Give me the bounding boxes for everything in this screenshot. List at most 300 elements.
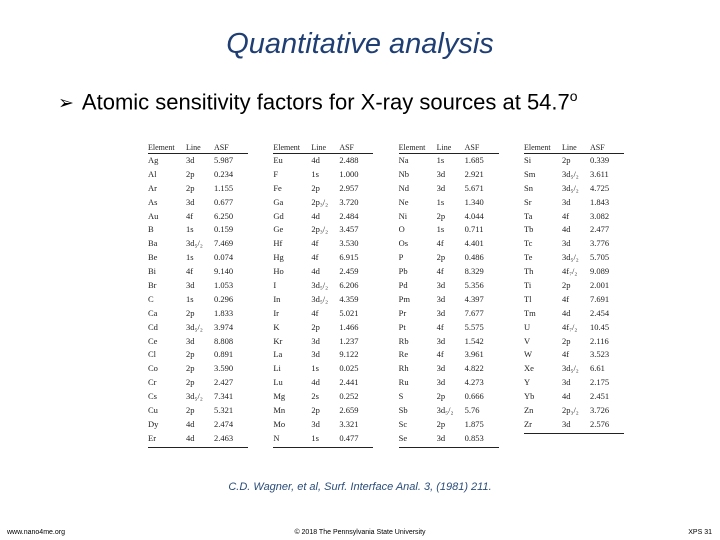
asf-cell: 0.891 [214, 349, 234, 360]
line-cell: 1s [436, 155, 445, 165]
line-cell: 4f [311, 252, 319, 263]
element-cell: Nb [398, 168, 410, 179]
table-row [148, 265, 248, 279]
line-cell: 1s [436, 224, 445, 235]
line-cell: 4f [436, 266, 444, 277]
line-cell: 3d [436, 168, 446, 179]
line-cell: 2p [186, 349, 195, 360]
table-row [524, 265, 624, 279]
table-row [273, 293, 373, 307]
table-row [524, 390, 624, 404]
table-row [524, 279, 624, 293]
line-cell: 2p [186, 405, 195, 416]
line-cell: 4f₇/₂ [561, 266, 578, 277]
table-row [148, 182, 248, 196]
element-cell: Ni [398, 210, 408, 221]
table-row [399, 237, 499, 251]
asf-cell: 2.427 [214, 377, 234, 388]
element-cell: Cd [148, 321, 158, 332]
line-cell: 1s [186, 293, 194, 304]
line-cell: 3d₅/₂ [561, 363, 579, 374]
asf-cell: 2.576 [589, 418, 610, 429]
asf-cell: 7.469 [214, 238, 234, 249]
table-row [524, 418, 624, 432]
asf-cell: 1.155 [214, 182, 234, 193]
element-cell: Sc [398, 418, 408, 429]
asf-cell: 5.021 [339, 307, 359, 318]
table-row [273, 404, 373, 418]
asf-cell: 0.853 [464, 432, 484, 443]
element-cell: Lu [273, 377, 283, 388]
asf-cell: 5.987 [214, 155, 234, 165]
bullet-item [58, 88, 578, 115]
line-cell: 4f [436, 321, 444, 332]
line-cell: 1s [186, 224, 194, 235]
asf-cell: 2.459 [339, 266, 359, 277]
element-cell: Zn [523, 405, 534, 416]
table-row [148, 251, 248, 265]
element-cell: Tm [523, 307, 536, 318]
element-cell: Th [523, 266, 534, 277]
line-cell: 2p [186, 182, 195, 193]
element-cell: Br [148, 280, 157, 291]
line-cell: 4f [186, 210, 194, 221]
line-cell: 4f [561, 210, 570, 221]
asf-cell: 3.961 [464, 349, 484, 360]
element-cell: N [273, 432, 280, 443]
element-cell: Se [398, 432, 408, 443]
element-cell: Hf [273, 238, 283, 249]
table-row [273, 168, 373, 182]
asf-cell: 3.530 [339, 238, 359, 249]
table-header-cell: Line [186, 143, 201, 152]
table-row [273, 348, 373, 362]
table-row [524, 376, 624, 390]
line-cell: 3d [436, 182, 446, 193]
table-row [273, 182, 373, 196]
asf-cell: 2.116 [589, 335, 609, 346]
table-row [273, 362, 373, 376]
table-row [273, 307, 373, 321]
table-header-cell: Element [398, 143, 426, 152]
line-cell: 3d [436, 377, 446, 388]
asf-cell: 5.671 [464, 182, 484, 193]
element-cell: Xe [523, 363, 534, 374]
asf-cell: 2.474 [214, 418, 234, 429]
table-row [148, 154, 248, 168]
table-header-cell: ASF [464, 143, 480, 152]
line-cell: 3d [436, 335, 446, 346]
table-row [148, 362, 248, 376]
element-cell: W [523, 349, 533, 360]
line-cell: 4d [561, 307, 571, 318]
line-cell: 3d₅/₂ [186, 391, 203, 402]
line-cell: 2p [561, 280, 571, 291]
asf-cell: 3.321 [339, 418, 359, 429]
table-header-row [148, 143, 248, 154]
asf-cell: 7.677 [464, 307, 484, 318]
table-row [399, 335, 499, 349]
element-cell: La [273, 349, 283, 360]
table-row [148, 348, 248, 362]
asf-cell: 2.477 [589, 224, 610, 235]
footer-copyright: © 2018 The Pennsylvania State University [294, 529, 426, 536]
element-cell: B [148, 224, 154, 235]
asf-cell: 1.340 [464, 196, 484, 207]
line-cell: 1s [186, 252, 194, 263]
element-cell: S [398, 391, 404, 402]
table-row [399, 168, 499, 182]
table-row [524, 196, 624, 210]
table-header-cell: Line [561, 143, 577, 152]
line-cell: 4f [436, 238, 444, 249]
element-cell: Sb [398, 405, 408, 416]
table-row [524, 293, 624, 307]
table-row [399, 376, 499, 390]
element-cell: Fe [273, 182, 282, 193]
asf-cell: 6.250 [214, 210, 234, 221]
table-header-row [273, 143, 373, 154]
asf-cell: 3.974 [214, 321, 234, 332]
line-cell: 3d [561, 196, 571, 207]
asf-cell: 0.339 [589, 155, 610, 165]
element-cell: Si [523, 155, 532, 165]
table-row [524, 223, 624, 237]
table-row [399, 404, 499, 418]
element-cell: Tl [523, 293, 532, 304]
line-cell: 3d [561, 238, 571, 249]
asf-cell: 10.45 [589, 321, 610, 332]
element-cell: Cs [148, 391, 157, 402]
asf-cell: 4.401 [464, 238, 484, 249]
asf-cell: 0.677 [214, 196, 234, 207]
table-row [399, 279, 499, 293]
asf-cell: 0.666 [464, 391, 484, 402]
line-cell: 2p [561, 155, 571, 165]
table-row [273, 265, 373, 279]
element-cell: Nd [398, 182, 410, 193]
element-cell: Rh [398, 363, 409, 374]
line-cell: 3d₅/₂ [561, 182, 579, 193]
table-row [148, 196, 248, 210]
table-row [399, 293, 499, 307]
asf-cell: 1.053 [214, 280, 234, 291]
table-row [273, 196, 373, 210]
element-cell: Dy [148, 418, 159, 429]
asf-cell: 4.044 [464, 210, 484, 221]
table-row [273, 223, 373, 237]
asf-cell: 2.463 [214, 432, 234, 443]
element-cell: Sn [523, 182, 533, 193]
element-cell: P [398, 252, 404, 263]
asf-cell: 1.685 [464, 155, 484, 165]
line-cell: 4d [561, 391, 571, 402]
asf-cell: 4.359 [339, 293, 359, 304]
line-cell: 4d [561, 224, 571, 235]
asf-cell: 5.356 [464, 280, 484, 291]
slide-title: Quantitative analysis [226, 28, 494, 60]
element-cell: I [273, 280, 277, 291]
table-header-cell: Element [523, 143, 551, 152]
table-row [148, 376, 248, 390]
element-cell: Au [148, 210, 159, 221]
element-cell: Ca [148, 307, 158, 318]
asf-cell: 1.000 [339, 168, 359, 179]
citation: C.D. Wagner, et al, Surf. Interface Anal. 3, (1981) 211. [228, 481, 492, 493]
table-row [148, 390, 248, 404]
element-cell: O [398, 224, 405, 235]
asf-cell: 3.720 [339, 196, 359, 207]
table-row [273, 279, 373, 293]
table-row [148, 404, 248, 418]
asf-cell: 4.273 [464, 377, 484, 388]
element-cell: Ce [148, 335, 158, 346]
asf-cell: 4.397 [464, 293, 484, 304]
element-cell: V [523, 335, 531, 346]
element-cell: Sm [523, 168, 536, 179]
asf-cell: 0.486 [464, 252, 484, 263]
line-cell: 3d [436, 432, 446, 443]
asf-cell: 3.082 [589, 210, 610, 221]
table-row [273, 237, 373, 251]
line-cell: 4d [311, 155, 320, 165]
line-cell: 2p [436, 418, 446, 429]
table-column-group [273, 143, 373, 441]
element-cell: As [148, 196, 158, 207]
line-cell: 3d [311, 335, 320, 346]
element-cell: Pr [398, 307, 407, 318]
element-cell: Ag [148, 155, 159, 165]
line-cell: 4d [311, 266, 320, 277]
asf-cell: 6.206 [339, 280, 359, 291]
table-row [399, 154, 499, 168]
line-cell: 2p [311, 321, 320, 332]
table-row [148, 168, 248, 182]
element-cell: Ru [398, 377, 409, 388]
line-cell: 3d [311, 349, 320, 360]
line-cell: 3d₅/₂ [186, 321, 203, 332]
table-row [399, 418, 499, 432]
asf-cell: 4.822 [464, 363, 484, 374]
table-row [524, 154, 624, 168]
element-cell: U [523, 321, 531, 332]
line-cell: 2p [311, 405, 320, 416]
asf-cell: 2.957 [339, 182, 359, 193]
sensitivity-factor-table [148, 143, 624, 441]
element-cell: C [148, 293, 154, 304]
line-cell: 3d₅/₂ [561, 168, 579, 179]
element-cell: F [273, 168, 279, 179]
line-cell: 1s [311, 168, 319, 179]
line-cell: 2s [311, 391, 319, 402]
table-row [148, 307, 248, 321]
table-header-cell: Line [311, 143, 326, 152]
asf-cell: 5.705 [589, 252, 610, 263]
table-header-row [399, 143, 499, 154]
table-row [524, 362, 624, 376]
line-cell: 4f₇/₂ [561, 321, 578, 332]
line-cell: 3d [436, 363, 446, 374]
line-cell: 2p₃/₂ [561, 405, 579, 416]
asf-cell: 0.159 [214, 224, 234, 235]
table-row [399, 223, 499, 237]
asf-cell: 5.76 [464, 405, 480, 416]
line-cell: 3d [186, 155, 195, 165]
element-cell: Os [398, 238, 409, 249]
table-header-row [524, 143, 624, 154]
table-row [399, 196, 499, 210]
asf-cell: 2.921 [464, 168, 484, 179]
asf-cell: 0.252 [339, 391, 359, 402]
table-row [399, 321, 499, 335]
asf-cell: 2.001 [589, 280, 610, 291]
asf-cell: 2.454 [589, 307, 610, 318]
table-row [524, 404, 624, 418]
table-row [273, 376, 373, 390]
table-row [524, 307, 624, 321]
table-row [148, 418, 248, 432]
line-cell: 3d₅/₂ [311, 280, 329, 291]
asf-cell: 9.089 [589, 266, 610, 277]
table-row [273, 210, 373, 224]
line-cell: 2p [186, 363, 195, 374]
line-cell: 2p [186, 307, 195, 318]
element-cell: Na [398, 155, 409, 165]
element-cell: Rb [398, 335, 409, 346]
table-row [399, 182, 499, 196]
element-cell: Ir [273, 307, 279, 318]
asf-cell: 2.451 [589, 391, 610, 402]
table-column-group [148, 143, 248, 441]
table-row [148, 335, 248, 349]
line-cell: 4d [311, 210, 320, 221]
element-cell: Ne [398, 196, 409, 207]
asf-cell: 6.915 [339, 252, 359, 263]
element-cell: Kr [273, 335, 283, 346]
line-cell: 2p [311, 182, 320, 193]
element-cell: Pb [398, 266, 408, 277]
asf-cell: 6.61 [589, 363, 605, 374]
table-row [524, 348, 624, 362]
footer-slide-number: XPS 31 [688, 529, 712, 536]
table-row [524, 210, 624, 224]
element-cell: Mn [273, 405, 286, 416]
table-row [399, 390, 499, 404]
line-cell: 3d [186, 196, 195, 207]
element-cell: Ge [273, 224, 284, 235]
asf-cell: 3.523 [589, 349, 610, 360]
table-row [273, 432, 373, 446]
asf-cell: 3.457 [339, 224, 359, 235]
table-row [148, 321, 248, 335]
table-column-group [399, 143, 499, 441]
table-bottom-rule [148, 447, 248, 448]
asf-cell: 5.575 [464, 321, 484, 332]
asf-cell: 0.074 [214, 252, 234, 263]
table-row [524, 168, 624, 182]
asf-cell: 9.122 [339, 349, 359, 360]
table-row [273, 321, 373, 335]
asf-cell: 7.341 [214, 391, 234, 402]
element-cell: Ta [523, 210, 533, 221]
element-cell: Bi [148, 266, 157, 277]
element-cell: Al [148, 168, 157, 179]
table-row [399, 307, 499, 321]
asf-cell: 2.484 [339, 210, 359, 221]
table-row [273, 418, 373, 432]
line-cell: 3d [436, 293, 446, 304]
element-cell: Hg [273, 252, 284, 263]
table-row [273, 154, 373, 168]
asf-cell: 3.726 [589, 405, 610, 416]
table-header-cell: Line [436, 143, 452, 152]
line-cell: 4f [186, 266, 194, 277]
element-cell: Co [148, 363, 158, 374]
element-cell: In [273, 293, 281, 304]
table-row [524, 251, 624, 265]
element-cell: Pd [398, 280, 408, 291]
table-row [148, 432, 248, 446]
line-cell: 3d [311, 418, 320, 429]
element-cell: Te [523, 252, 533, 263]
asf-cell: 8.808 [214, 335, 234, 346]
table-row [273, 335, 373, 349]
element-cell: Mg [273, 391, 286, 402]
table-header-cell: ASF [589, 143, 605, 152]
asf-cell: 0.477 [339, 432, 359, 443]
line-cell: 1s [311, 363, 319, 374]
element-cell: Be [148, 252, 158, 263]
table-row [399, 210, 499, 224]
element-cell: Ti [523, 280, 532, 291]
asf-cell: 9.140 [214, 266, 234, 277]
element-cell: Tb [523, 224, 534, 235]
bullet-text: Atomic sensitivity factors for X-ray sources at 54.7 [81, 89, 570, 115]
asf-cell: 1.466 [339, 321, 359, 332]
table-column-group [524, 143, 624, 441]
line-cell: 3d₅/₂ [311, 293, 329, 304]
element-cell: Mo [273, 418, 286, 429]
table-row [399, 362, 499, 376]
asf-cell: 7.691 [589, 293, 610, 304]
line-cell: 3d₅/₂ [436, 405, 454, 416]
table-row [399, 265, 499, 279]
element-cell: Cr [148, 377, 157, 388]
line-cell: 2p [436, 391, 446, 402]
table-row [524, 335, 624, 349]
element-cell: Li [273, 363, 281, 374]
line-cell: 4f [311, 307, 319, 318]
line-cell: 4f [561, 293, 570, 304]
asf-cell: 3.611 [589, 168, 609, 179]
element-cell: Pt [398, 321, 406, 332]
line-cell: 1s [311, 432, 319, 443]
table-header-cell: ASF [214, 143, 229, 152]
element-cell: Ba [148, 238, 158, 249]
table-row [273, 390, 373, 404]
table-row [399, 432, 499, 446]
table-header-cell: Element [148, 143, 175, 152]
line-cell: 2p₃/₂ [311, 224, 329, 235]
line-cell: 1s [436, 196, 445, 207]
line-cell: 2p [436, 252, 446, 263]
arrow-bullet-icon: ➢ [58, 93, 74, 115]
table-header-cell: ASF [339, 143, 355, 152]
asf-cell: 1.542 [464, 335, 484, 346]
table-row [399, 251, 499, 265]
asf-cell: 2.441 [339, 377, 359, 388]
asf-cell: 1.833 [214, 307, 234, 318]
